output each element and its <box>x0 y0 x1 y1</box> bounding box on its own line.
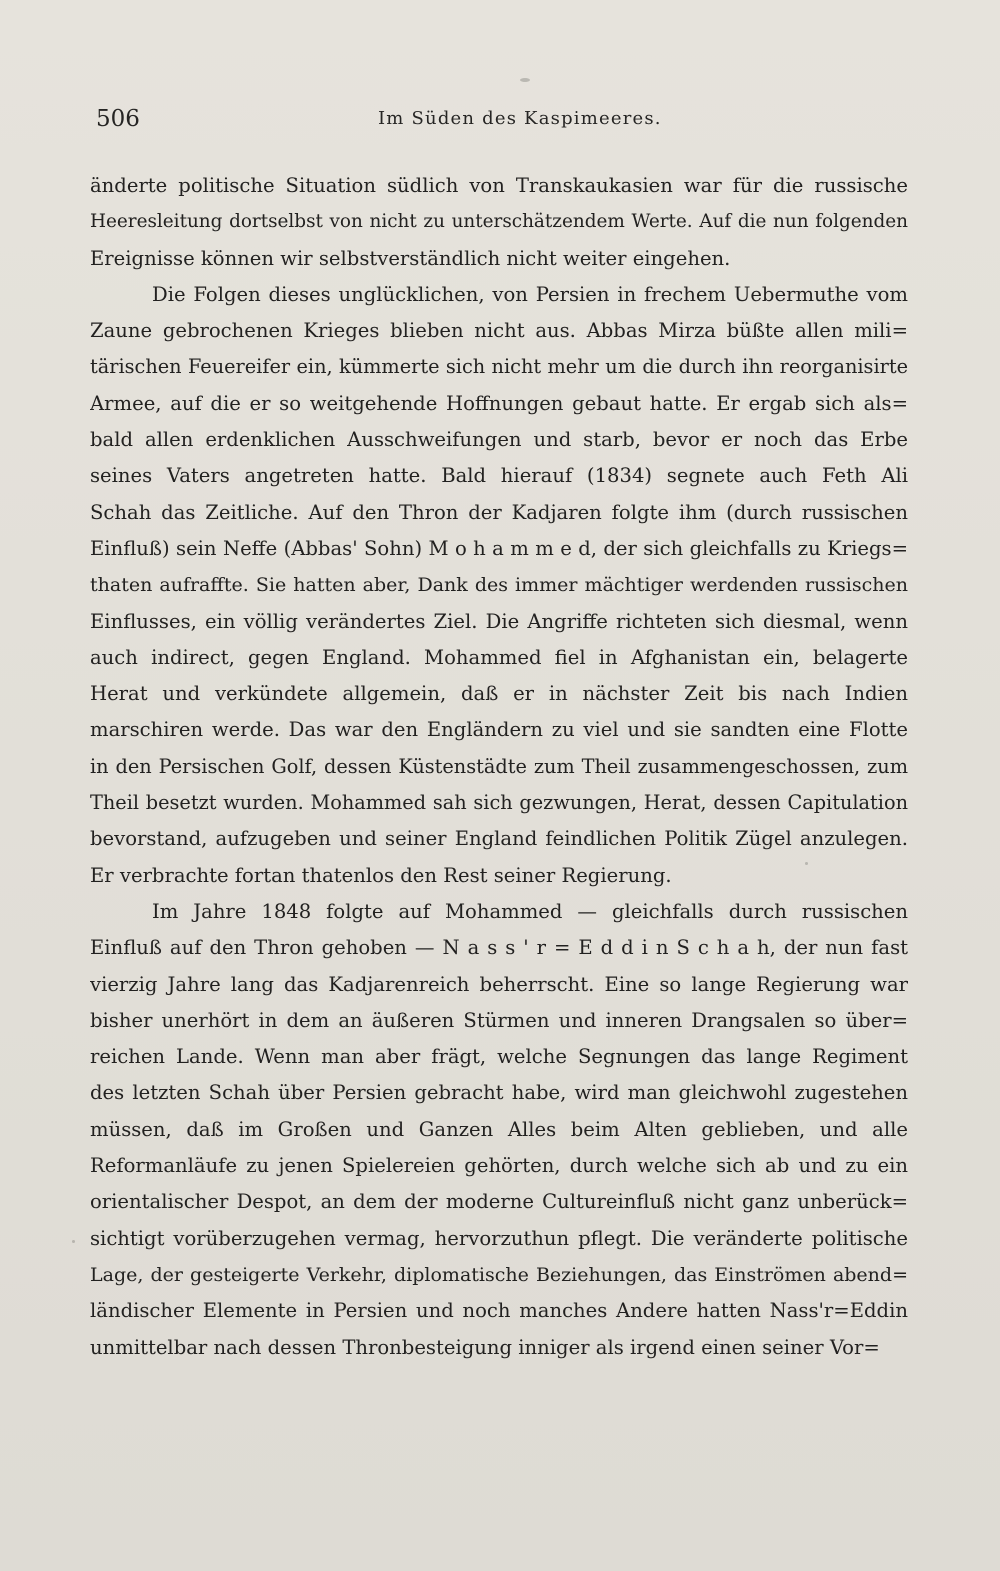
body-text <box>90 168 908 1366</box>
text-line: seines Vaters angetreten hatte. Bald hierauf (1834) segnete auch Feth Ali <box>90 464 908 488</box>
text-line: ländischer Elemente in Persien und noch manches Andere hatten Nass'r=Eddin <box>90 1299 908 1323</box>
text-line: Im Jahre 1848 folgte auf Mohammed — gleichfalls durch russischen <box>152 899 908 923</box>
text-line: Armee, auf die er so weitgehende Hoffnungen gebaut hatte. Er ergab sich als= <box>90 391 908 415</box>
text-line: Lage, der gesteigerte Verkehr, diplomatische Beziehungen, das Einströmen abend= <box>90 1263 908 1286</box>
text-line: Reformanläufe zu jenen Spielereien gehörten, durch welche sich ab und zu ein <box>90 1154 908 1178</box>
text-line: bevorstand, aufzugeben und seiner England feindlichen Politik Zügel anzulegen. <box>90 827 908 851</box>
text-line: Herat und verkündete allgemein, daß er in nächster Zeit bis nach Indien <box>90 682 908 706</box>
text-line: marschiren werde. Das war den Engländern zu viel und sie sandten eine Flotte <box>90 718 908 742</box>
text-line: unmittelbar nach dessen Thronbesteigung inniger als irgend einen seiner Vor= <box>90 1335 880 1359</box>
paragraph <box>90 168 908 277</box>
paragraph <box>90 894 908 1366</box>
running-head: Im Süden des Kaspimeeres. <box>378 108 662 129</box>
text-line: Heeresleitung dortselbst von nicht zu unterschätzendem Werte. Auf die nun folgenden <box>90 211 908 233</box>
text-line: thaten aufraffte. Sie hatten aber, Dank des immer mächtiger werdenden russischen <box>90 574 908 597</box>
text-line: sichtigt vorüberzugehen vermag, hervorzuthun pflegt. Die veränderte politische <box>90 1226 908 1250</box>
text-line: orientalischer Despot, an dem der moderne Cultureinfluß nicht ganz unberück= <box>90 1190 908 1214</box>
text-line: bald allen erdenklichen Ausschweifungen und starb, bevor er noch das Erbe <box>90 428 908 452</box>
text-line: Die Folgen dieses unglücklichen, von Persien in frechem Uebermuthe vom <box>152 282 908 306</box>
text-line: Schah das Zeitliche. Auf den Thron der Kadjaren folgte ihm (durch russischen <box>90 500 908 524</box>
ink-speck <box>805 862 808 865</box>
text-line: Ereignisse können wir selbstverständlich nicht weiter eingehen. <box>90 246 731 270</box>
paragraph <box>90 277 908 894</box>
ink-speck <box>72 1240 75 1243</box>
text-line: vierzig Jahre lang das Kadjarenreich beherrscht. Eine so lange Regierung war <box>90 972 908 996</box>
ink-speck <box>520 78 530 82</box>
text-line: auch indirect, gegen England. Mohammed fiel in Afghanistan ein, belagerte <box>90 645 908 669</box>
text-line: tärischen Feuereifer ein, kümmerte sich nicht mehr um die durch ihn reorganisirte <box>90 355 908 379</box>
text-line: Zaune gebrochenen Krieges blieben nicht aus. Abbas Mirza büßte allen mili= <box>90 319 908 343</box>
text-line: Er verbrachte fortan thatenlos den Rest seiner Regierung. <box>90 863 672 887</box>
text-line: bisher unerhört in dem an äußeren Stürmen und inneren Drangsalen so über= <box>90 1008 908 1032</box>
text-line: reichen Lande. Wenn man aber frägt, welche Segnungen das lange Regiment <box>90 1045 908 1069</box>
page-number: 506 <box>96 106 140 132</box>
text-line: Theil besetzt wurden. Mohammed sah sich gezwungen, Herat, dessen Capitulation <box>90 791 908 815</box>
text-line: in den Persischen Golf, dessen Küstenstädte zum Theil zusammengeschossen, zum <box>90 754 908 778</box>
text-line: Einfluß auf den Thron gehoben — N a s s ' r = E d d i n S c h a h, der nun fast <box>90 936 908 960</box>
text-line: Einflusses, ein völlig verändertes Ziel. Die Angriffe richteten sich diesmal, wenn <box>90 609 908 633</box>
text-line: änderte politische Situation südlich von Transkaukasien war für die russische <box>90 174 908 197</box>
text-line: müssen, daß im Großen und Ganzen Alles beim Alten geblieben, und alle <box>90 1117 908 1141</box>
text-line: des letzten Schah über Persien gebracht habe, wird man gleichwohl zugestehen <box>90 1081 908 1105</box>
text-line: Einfluß) sein Neffe (Abbas' Sohn) M o h a m m e d, der sich gleichfalls zu Kriegs= <box>90 536 908 560</box>
page-header <box>96 106 904 136</box>
